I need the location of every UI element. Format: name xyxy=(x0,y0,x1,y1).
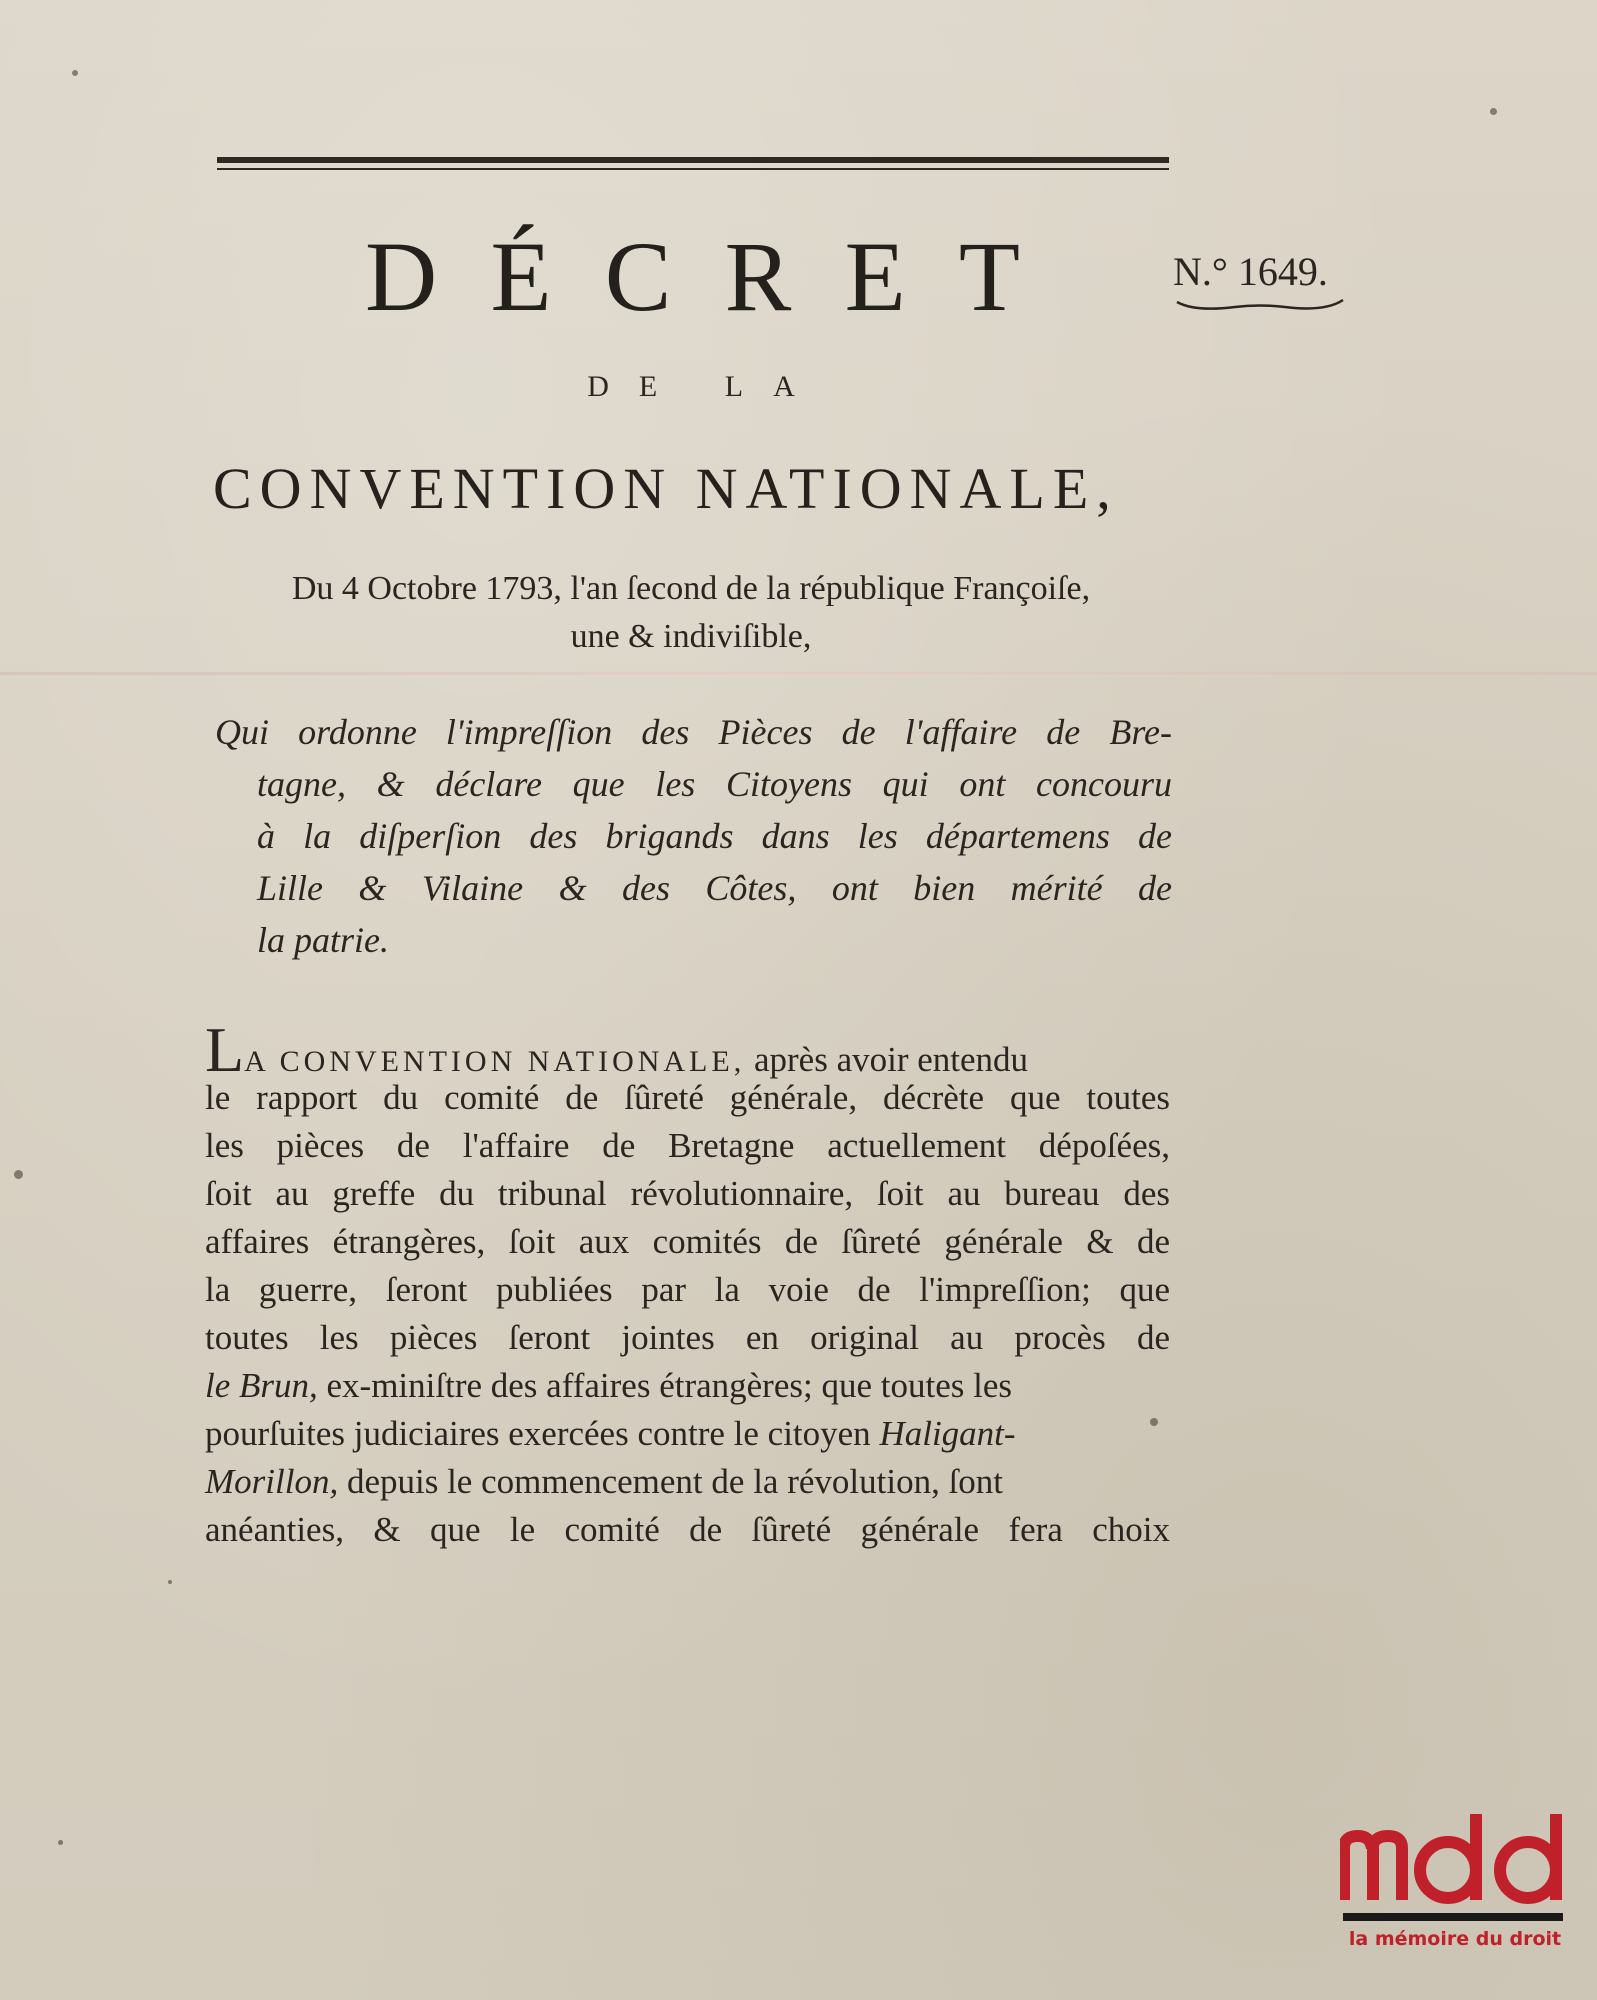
ink-speck xyxy=(14,1170,23,1179)
opening-smallcaps: A CONVENTION NATIONALE, xyxy=(244,1045,746,1078)
body-line: pourſuites judiciaires exercées contre le citoyen Haligant- xyxy=(205,1414,1016,1453)
title-letter: R xyxy=(724,221,792,332)
mdd-logo-mark xyxy=(1340,1810,1570,1905)
body-line: Morillon, depuis le commencement de la révolution, ſont xyxy=(205,1462,1004,1501)
ink-speck xyxy=(72,70,78,76)
header-rule-thick xyxy=(217,157,1169,163)
ink-speck xyxy=(58,1840,63,1845)
title-letter: E xyxy=(844,221,906,332)
body-line: le rapport du comité de ſûreté générale, décrète que toutes xyxy=(205,1078,1170,1117)
body-line: les pièces de l'affaire de Bretagne actuellement dépoſées, xyxy=(205,1126,1170,1165)
body-line: ſoit au greffe du tribunal révolutionnaire, ſoit au bureau des xyxy=(205,1174,1170,1213)
body-line: le Brun, ex-miniſtre des affaires étrangères; que toutes les xyxy=(205,1366,1012,1405)
summary-line: Lille & Vilaine & des Côtes, ont bien mérité de xyxy=(257,868,1172,908)
body-line: toutes les pièces ſeront jointes en original au procès de xyxy=(205,1318,1170,1357)
header-rule-thin xyxy=(217,168,1169,170)
drop-cap: L xyxy=(205,1014,245,1085)
convention-heading: CONVENTION NATIONALE, xyxy=(213,456,1119,521)
title-letter: D xyxy=(365,221,438,332)
summary-line: Qui ordonne l'impreſſion des Pièces de l'affaire de Bre- xyxy=(215,712,1172,752)
body-line: affaires étrangères, ſoit aux comités de ſûreté générale & de xyxy=(205,1222,1170,1261)
title-letter: É xyxy=(490,221,552,332)
decree-title xyxy=(215,222,1135,332)
date-line: Du 4 Octobre 1793, l'an ſecond de la république Françoiſe, xyxy=(291,570,1091,607)
logo-underline xyxy=(1343,1913,1563,1921)
logo-caption: la mémoire du droit xyxy=(1348,1928,1562,1950)
mdd-logo xyxy=(1340,1810,1570,1960)
ink-speck xyxy=(1490,108,1497,115)
title-letter: T xyxy=(958,221,1020,332)
decree-number: N.° 1649. xyxy=(1173,249,1328,294)
date-line: une & indiviſible, xyxy=(570,618,812,655)
title-letter: C xyxy=(604,221,672,332)
paper-fold-line xyxy=(0,672,1597,675)
ink-speck xyxy=(168,1580,172,1584)
body-line: LA CONVENTION NATIONALE, après avoir entendu xyxy=(205,1014,1029,1085)
body-line: la guerre, ſeront publiées par la voie de l'impreſſion; que xyxy=(205,1270,1170,1309)
body-line: anéanties, & que le comité de ſûreté générale fera choix xyxy=(205,1510,1170,1549)
flourish-ornament xyxy=(1175,296,1345,314)
ink-speck xyxy=(1150,1418,1158,1426)
subtitle: DE LA xyxy=(587,370,825,403)
summary-line: à la diſperſion des brigands dans les départemens de xyxy=(257,816,1172,856)
summary-line: la patrie. xyxy=(257,920,389,960)
summary-line: tagne, & déclare que les Citoyens qui ont concouru xyxy=(257,764,1172,804)
